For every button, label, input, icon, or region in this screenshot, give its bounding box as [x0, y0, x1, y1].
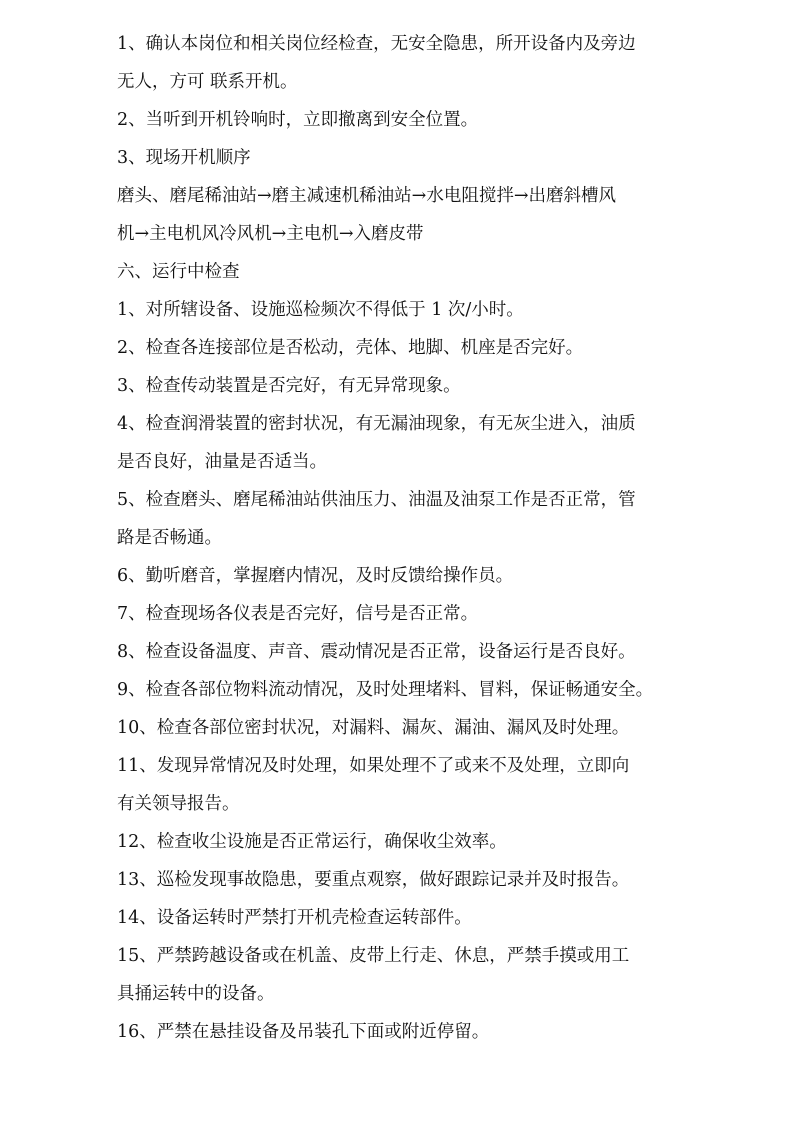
text-line: 4、检查润滑装置的密封状况，有无漏油现象，有无灰尘进入，油质	[117, 414, 636, 434]
text-line: 3、现场开机顺序	[117, 148, 251, 168]
text-line: 9、检查各部位物料流动情况，及时处理堵料、冒料，保证畅通安全。	[117, 680, 654, 700]
text-line: 8、检查设备温度、声音、震动情况是否正常，设备运行是否良好。	[117, 642, 636, 662]
text-line: 具捅运转中的设备。	[117, 984, 275, 1004]
text-line: 1、对所辖设备、设施巡检频次不得低于 1 次/小时。	[117, 300, 524, 320]
text-line: 路是否畅通。	[117, 528, 222, 548]
text-line: 6、勤听磨音，掌握磨内情况，及时反馈给操作员。	[117, 566, 514, 586]
text-line: 13、巡检发现事故隐患，要重点观察，做好跟踪记录并及时报告。	[117, 870, 630, 890]
text-line: 16、严禁在悬挂设备及吊装孔下面或附近停留。	[117, 1022, 490, 1042]
text-line: 2、当听到开机铃响时，立即撤离到安全位置。	[117, 110, 479, 130]
text-line: 15、严禁跨越设备或在机盖、皮带上行走、休息，严禁手摸或用工	[117, 946, 630, 966]
text-line: 7、检查现场各仪表是否完好，信号是否正常。	[117, 604, 479, 624]
text-line: 14、设备运转时严禁打开机壳检查运转部件。	[117, 908, 472, 928]
text-line: 5、检查磨头、磨尾稀油站供油压力、油温及油泵工作是否正常，管	[117, 490, 636, 510]
text-line: 3、检查传动装置是否完好，有无异常现象。	[117, 376, 461, 396]
text-line: 机→主电机风冷风机→主电机→入磨皮带	[117, 224, 424, 244]
document-body	[117, 25, 687, 1051]
text-line: 是否良好，油量是否适当。	[117, 452, 327, 472]
text-line: 1、确认本岗位和相关岗位经检查，无安全隐患，所开设备内及旁边	[117, 34, 636, 54]
text-line: 12、检查收尘设施是否正常运行，确保收尘效率。	[117, 832, 507, 852]
text-line: 2、检查各连接部位是否松动，壳体、地脚、机座是否完好。	[117, 338, 584, 358]
text-line: 11、发现异常情况及时处理，如果处理不了或来不及处理，立即向	[117, 756, 630, 776]
text-line: 有关领导报告。	[117, 794, 240, 814]
text-line: 10、检查各部位密封状况，对漏料、漏灰、漏油、漏风及时处理。	[117, 718, 630, 738]
text-line: 六、运行中检查	[117, 262, 240, 282]
text-line: 磨头、磨尾稀油站→磨主减速机稀油站→水电阻搅拌→出磨斜槽风	[117, 186, 616, 206]
text-line: 无人，方可 联系开机。	[117, 72, 298, 92]
